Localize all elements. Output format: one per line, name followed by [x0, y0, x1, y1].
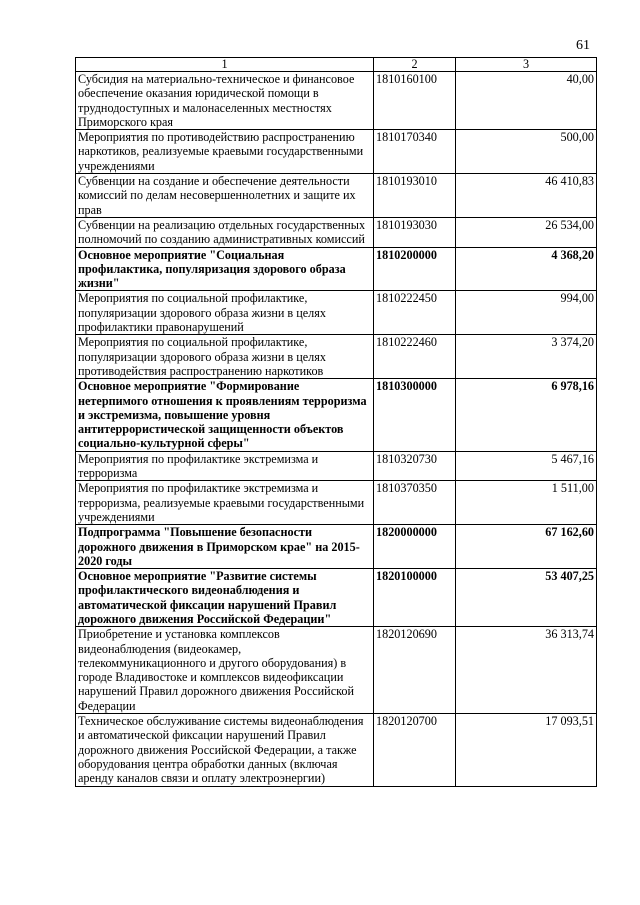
row-code: 1810222450	[374, 291, 456, 335]
table-row	[76, 627, 597, 714]
row-name: Приобретение и установка комплексов видеонаблюдения (видеокамер, телекоммуникационного и другого оборудования) в городе Владивостоке и комплексов видеофиксации нарушений Правил дорожного движения Российской Федерации	[76, 627, 374, 714]
row-amount: 46 410,83	[456, 174, 597, 218]
column-header-2: 2	[374, 58, 456, 72]
row-code: 1810193030	[374, 217, 456, 247]
table-row	[76, 714, 597, 786]
table-row	[76, 335, 597, 379]
row-name: Подпрограмма "Повышение безопасности дорожного движения в Приморском крае" на 2015-2020 годы	[76, 525, 374, 569]
row-code: 1810193010	[374, 174, 456, 218]
row-code: 1820000000	[374, 525, 456, 569]
row-code: 1820100000	[374, 569, 456, 627]
row-code: 1820120700	[374, 714, 456, 786]
page-number: 61	[576, 38, 590, 53]
table-row	[76, 291, 597, 335]
table-row	[76, 72, 597, 130]
row-code: 1810222460	[374, 335, 456, 379]
row-name: Мероприятия по профилактике экстремизма и терроризма, реализуемые краевыми государственными учреждениями	[76, 481, 374, 525]
row-name: Мероприятия по социальной профилактике, популяризации здорового образа жизни в целях противодействия распространению наркотиков	[76, 335, 374, 379]
row-name: Мероприятия по профилактике экстремизма и терроризма	[76, 451, 374, 481]
row-name: Основное мероприятие "Социальная профилактика, популяризация здорового образа жизни"	[76, 247, 374, 291]
row-name: Субсидия на материально-техническое и финансовое обеспечение оказания юридической помощи в труднодоступных и малонаселенных местностях Приморского края	[76, 72, 374, 130]
row-code: 1810200000	[374, 247, 456, 291]
row-name: Мероприятия по социальной профилактике, популяризации здорового образа жизни в целях профилактики правонарушений	[76, 291, 374, 335]
row-amount: 17 093,51	[456, 714, 597, 786]
row-code: 1820120690	[374, 627, 456, 714]
column-header-3: 3	[456, 58, 597, 72]
row-amount: 67 162,60	[456, 525, 597, 569]
row-name: Основное мероприятие "Развитие системы профилактического видеонаблюдения и автоматической фиксации нарушений Правил дорожного движения Российской Федерации"	[76, 569, 374, 627]
table-row	[76, 217, 597, 247]
row-code: 1810300000	[374, 379, 456, 451]
row-amount: 6 978,16	[456, 379, 597, 451]
row-amount: 40,00	[456, 72, 597, 130]
row-name: Субвенции на реализацию отдельных государственных полномочий по созданию административных комиссий	[76, 217, 374, 247]
row-name: Мероприятия по противодействию распространению наркотиков, реализуемые краевыми государственными учреждениями	[76, 130, 374, 174]
row-amount: 1 511,00	[456, 481, 597, 525]
row-name: Субвенции на создание и обеспечение деятельности комиссий по делам несовершеннолетних и защите их прав	[76, 174, 374, 218]
budget-table	[75, 57, 597, 787]
table-row-section	[76, 569, 597, 627]
table-row	[76, 451, 597, 481]
row-code: 1810160100	[374, 72, 456, 130]
row-code: 1810370350	[374, 481, 456, 525]
table-row-subprogram	[76, 525, 597, 569]
row-name: Основное мероприятие "Формирование нетерпимого отношения к проявлениям терроризма и экстремизма, повышение уровня антитеррористической защищенности объектов социально-культурной сферы"	[76, 379, 374, 451]
table-row-section	[76, 247, 597, 291]
row-amount: 3 374,20	[456, 335, 597, 379]
column-header-1: 1	[76, 58, 374, 72]
row-amount: 36 313,74	[456, 627, 597, 714]
row-amount: 500,00	[456, 130, 597, 174]
row-code: 1810320730	[374, 451, 456, 481]
table-row	[76, 481, 597, 525]
row-amount: 53 407,25	[456, 569, 597, 627]
row-name: Техническое обслуживание системы видеонаблюдения и автоматической фиксации нарушений Правил дорожного движения Российской Федерации, а также оборудования центра обработки данных (включая аренду каналов связи и оплату электроэнергии)	[76, 714, 374, 786]
row-amount: 26 534,00	[456, 217, 597, 247]
table-row	[76, 174, 597, 218]
row-code: 1810170340	[374, 130, 456, 174]
table-header-row	[76, 58, 597, 72]
row-amount: 994,00	[456, 291, 597, 335]
row-amount: 5 467,16	[456, 451, 597, 481]
table-row-section	[76, 379, 597, 451]
table-row	[76, 130, 597, 174]
row-amount: 4 368,20	[456, 247, 597, 291]
